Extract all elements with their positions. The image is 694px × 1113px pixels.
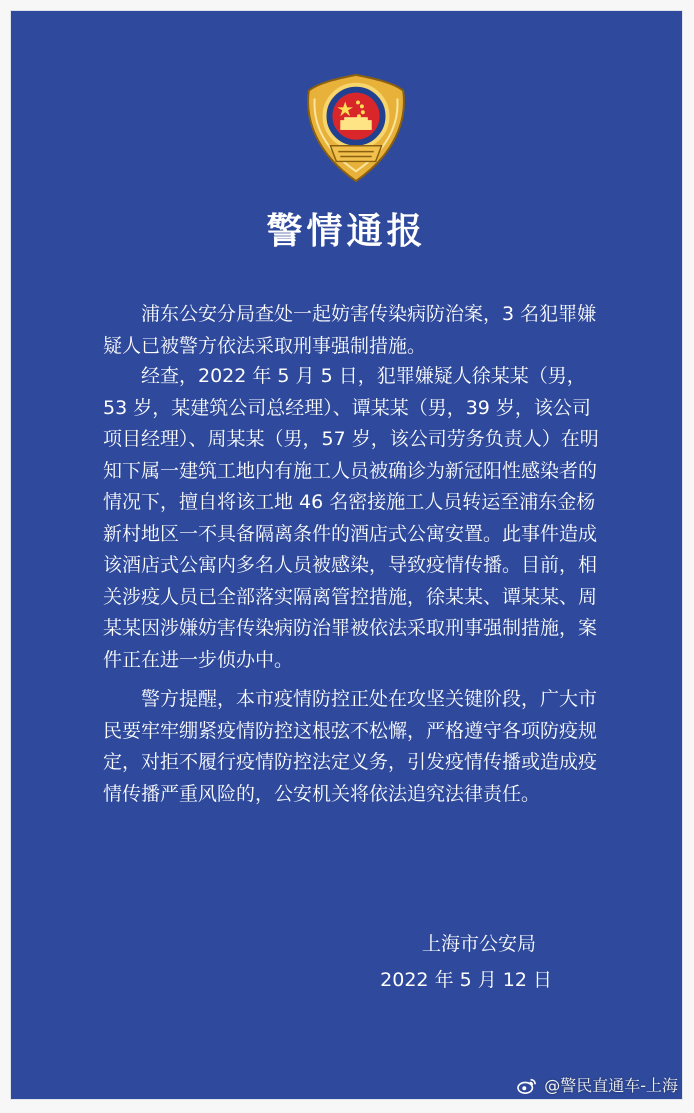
paragraph-investigation: 经查，2022 年 5 月 5 日，犯罪嫌疑人徐某某（男，53 岁，某建筑公司总经理）、谭某某（男，39 岁，该公司项目经理）、周某某（男，57 岁，该公司劳务负责人）在明知下属一建筑工地内有施工人员被确诊为新冠阳性感染者的情况下，擅自将该工地 46 名密接施工人员转运至浦东金杨新村地区一不具备隔离条件的酒店式公寓安置。此事件造成该酒店式公寓内多名人员被感染，导致疫情传播。目前，相关涉疫人员已全部落实隔离管控措施，徐某某、谭某某、周某某因涉嫌妨害传染病防治罪被依法采取刑事强制措施，案件正在进一步侦办中。 [103,365,599,671]
notice-title: 警情通报 [266,211,427,252]
paragraph-intro: 浦东公安分局查处一起妨害传染病防治案，3 名犯罪嫌疑人已被警方依法采取刑事强制措施。 [103,303,597,357]
notice-panel [10,10,683,1100]
signature-organization: 上海市公安局 [421,933,536,955]
signature-date: 2022 年 5 月 12 日 [380,969,552,991]
paragraph-reminder: 警方提醒，本市疫情防控正处在攻坚关键阶段，广大市民要牢牢绷紧疫情防控这根弦不松懈，严格遵守各项防疫规定，对拒不履行疫情防控法定义务，引发疫情传播或造成疫情传播严重风险的，公安机关将依法追究法律责任。 [103,688,598,805]
weibo-watermark [516,1074,678,1098]
weibo-icon [516,1077,538,1095]
watermark-text: @警民直通车-上海 [544,1076,678,1095]
police-emblem-icon [297,69,415,187]
